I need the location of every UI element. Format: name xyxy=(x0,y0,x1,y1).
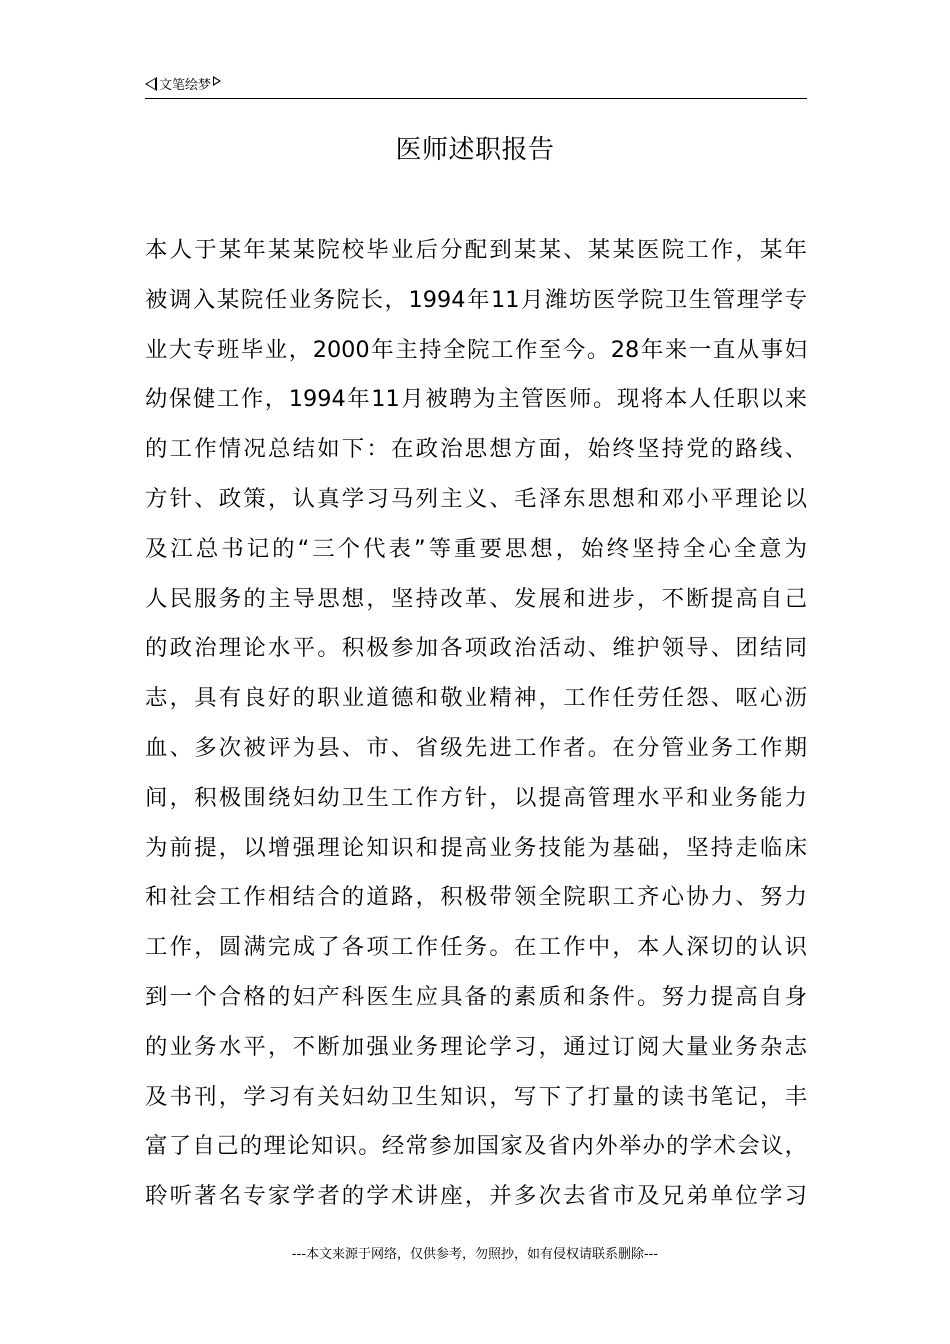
body-line: 及江总书记的“三个代表”等重要思想，始终坚持全心全意为 xyxy=(145,535,807,562)
body-line: 的业务水平，不断加强业务理论学习，通过订阅大量业务杂志 xyxy=(145,1033,807,1060)
body-line: 工作，圆满完成了各项工作任务。在工作中，本人深切的认识 xyxy=(145,934,807,961)
body-line: 和社会工作相结合的道路，积极带领全院职工齐心协力、努力 xyxy=(145,884,807,911)
document-body xyxy=(145,231,807,1227)
body-line: 业大专班毕业，2000年主持全院工作至今。28年来一直从事妇 xyxy=(145,336,807,363)
left-triangle-icon xyxy=(145,77,157,91)
body-line: 到一个合格的妇产科医生应具备的素质和条件。努力提高自身 xyxy=(145,983,807,1010)
body-line: 为前提，以增强理论知识和提高业务技能为基础，坚持走临床 xyxy=(145,834,807,861)
body-line: 的工作情况总结如下：在政治思想方面，始终坚持党的路线、 xyxy=(145,436,807,463)
right-triangle-icon xyxy=(213,76,221,86)
brand-mark xyxy=(145,76,221,95)
body-line: 聆听著名专家学者的学术讲座，并多次去省市及兄弟单位学习 xyxy=(145,1183,807,1210)
body-line: 方针、政策，认真学习马列主义、毛泽东思想和邓小平理论以 xyxy=(145,485,807,512)
body-line: 本人于某年某某院校毕业后分配到某某、某某医院工作，某年 xyxy=(145,237,807,263)
brand-name: 文笔绘梦 xyxy=(159,78,212,93)
body-line: 间，积极围绕妇幼卫生工作方针，以提高管理水平和业务能力 xyxy=(145,784,807,811)
footer-notice: ---本文来源于网络，仅供参考，勿照抄，如有侵权请联系删除--- xyxy=(291,1247,659,1262)
body-line: 人民服务的主导思想，坚持改革、发展和进步，不断提高自己 xyxy=(145,585,807,612)
body-line: 及书刊，学习有关妇幼卫生知识，写下了打量的读书笔记，丰 xyxy=(145,1083,807,1110)
body-line: 被调入某院任业务院长，1994年11月潍坊医学院卫生管理学专 xyxy=(145,286,807,313)
page-header xyxy=(145,74,807,99)
body-line: 幼保健工作，1994年11月被聘为主管医师。现将本人任职以来 xyxy=(145,386,807,413)
body-line: 志，具有良好的职业道德和敬业精神，工作任劳任怨、呕心沥 xyxy=(145,685,807,712)
body-line: 富了自己的理论知识。经常参加国家及省内外举办的学术会议， xyxy=(145,1133,807,1160)
document-title: 医师述职报告 xyxy=(395,135,555,165)
body-line: 血、多次被评为县、市、省级先进工作者。在分管业务工作期 xyxy=(145,734,807,761)
body-line: 的政治理论水平。积极参加各项政治活动、维护领导、团结同 xyxy=(145,635,807,662)
